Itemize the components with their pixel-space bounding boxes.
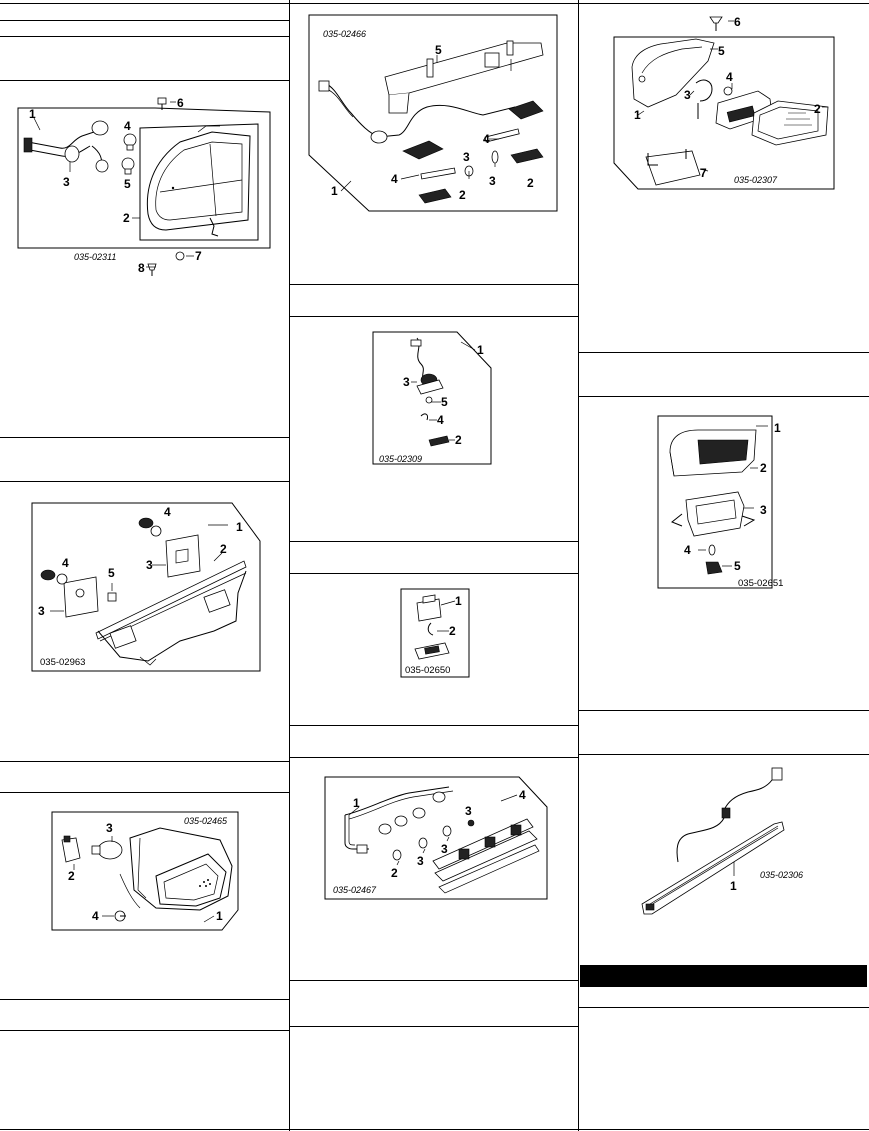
rear-combination-lamp-figure — [0, 481, 289, 681]
col2-rule — [289, 1026, 578, 1027]
license-lamp-bar-figure — [289, 3, 578, 218]
callout-1: 1 — [730, 879, 737, 893]
col3-rule — [578, 1007, 869, 1008]
col1-rule — [0, 1030, 289, 1031]
callout-1: 1 — [477, 343, 484, 357]
callout-1: 1 — [29, 107, 36, 121]
callout-5: 5 — [124, 177, 131, 191]
callout-2: 2 — [760, 461, 767, 475]
callout-7: 7 — [195, 249, 202, 263]
tail-lamp-figure — [0, 80, 289, 290]
callout-3: 3 — [403, 375, 410, 389]
callout-1: 1 — [634, 108, 641, 122]
col1-rule — [0, 3, 289, 4]
col2-rule — [289, 725, 578, 726]
callout-4: 3 — [489, 174, 496, 188]
callout-2: 2 — [68, 869, 75, 883]
callout-1: 1 — [236, 520, 243, 534]
col1-rule — [0, 999, 289, 1000]
callout-4: 4 — [124, 119, 131, 133]
callout-8: 8 — [138, 261, 145, 275]
figure-code: 035-02311 — [74, 252, 117, 262]
figure-code: 035-02466 — [323, 29, 367, 39]
callout-3: 3 — [760, 503, 767, 517]
callout-4: 4 — [726, 70, 733, 84]
callout-3: 3 — [417, 854, 424, 868]
callout-2: 2 — [123, 211, 130, 225]
col1-rule — [0, 36, 289, 37]
callout-7: 7 — [700, 166, 707, 180]
callout-3: 3 — [441, 842, 448, 856]
figure-code: 035-02306 — [760, 870, 804, 880]
callout-3: 3 — [106, 821, 113, 835]
callout-2: 2 — [814, 102, 821, 116]
callout-1: 1 — [455, 594, 462, 608]
callout-1: 1 — [774, 421, 781, 435]
callout-1: 1 — [331, 184, 338, 198]
callout-4: 3 — [463, 150, 470, 164]
col2-rule — [289, 284, 578, 285]
callout-2: 2 — [220, 542, 227, 556]
callout-2: 1 — [353, 796, 360, 810]
callout-1: 1 — [216, 909, 223, 923]
rear-fog-lamp-figure — [0, 792, 289, 952]
section-heading-bar — [580, 965, 867, 987]
callout-6: 6 — [734, 15, 741, 29]
callout-3: 3 — [38, 604, 45, 618]
callout-2: 2 — [455, 433, 462, 447]
callout-2: 2 — [527, 176, 534, 190]
callout-5: 5 — [435, 43, 442, 57]
callout-4: 4 — [92, 909, 99, 923]
callout-3: 2 — [391, 866, 398, 880]
small-lamp-figure — [289, 573, 578, 683]
callout-4: 4 — [684, 543, 691, 557]
col1-rule — [0, 761, 289, 762]
figure-code: 035-02651 — [738, 578, 784, 589]
lamp-harness-rail-figure — [289, 757, 578, 907]
callout-5: 5 — [441, 395, 448, 409]
callout-1: 4 — [519, 788, 526, 802]
figure-code: 035-02307 — [734, 175, 778, 185]
callout-4: 4 — [164, 505, 171, 519]
page-bottom-rule — [0, 1129, 869, 1130]
callout-3: 3 — [146, 558, 153, 572]
col1-rule — [0, 437, 289, 438]
callout-2: 2 — [449, 624, 456, 638]
callout-4: 4 — [437, 413, 444, 427]
figure-code: 035-02309 — [379, 454, 423, 464]
callout-5: 5 — [734, 559, 741, 573]
callout-3: 4 — [483, 132, 490, 146]
callout-6: 6 — [177, 96, 184, 110]
figure-code: 035-02650 — [405, 665, 451, 676]
col3-rule — [578, 710, 869, 711]
col2-rule — [289, 980, 578, 981]
callout-3: 4 — [391, 172, 398, 186]
callout-5: 5 — [108, 566, 115, 580]
col1-rule — [0, 20, 289, 21]
callout-3: 3 — [684, 88, 691, 102]
figure-code: 035-02467 — [333, 885, 377, 895]
interior-lamp-socket-figure — [289, 316, 578, 476]
figure-code: 035-02465 — [184, 816, 228, 826]
callout-3: 3 — [63, 175, 70, 189]
high-mount-brake-lamp-a-figure — [578, 3, 869, 198]
col3-rule — [578, 352, 869, 353]
figure-code: 035-02963 — [40, 657, 86, 668]
callout-5: 5 — [718, 44, 725, 58]
high-mount-brake-lamp-c-figure — [578, 754, 869, 924]
callout-4: 4 — [62, 556, 69, 570]
high-mount-brake-lamp-b-figure — [578, 396, 869, 596]
callout-2: 2 — [459, 188, 466, 202]
col2-rule — [289, 541, 578, 542]
callout-4: 3 — [465, 804, 472, 818]
